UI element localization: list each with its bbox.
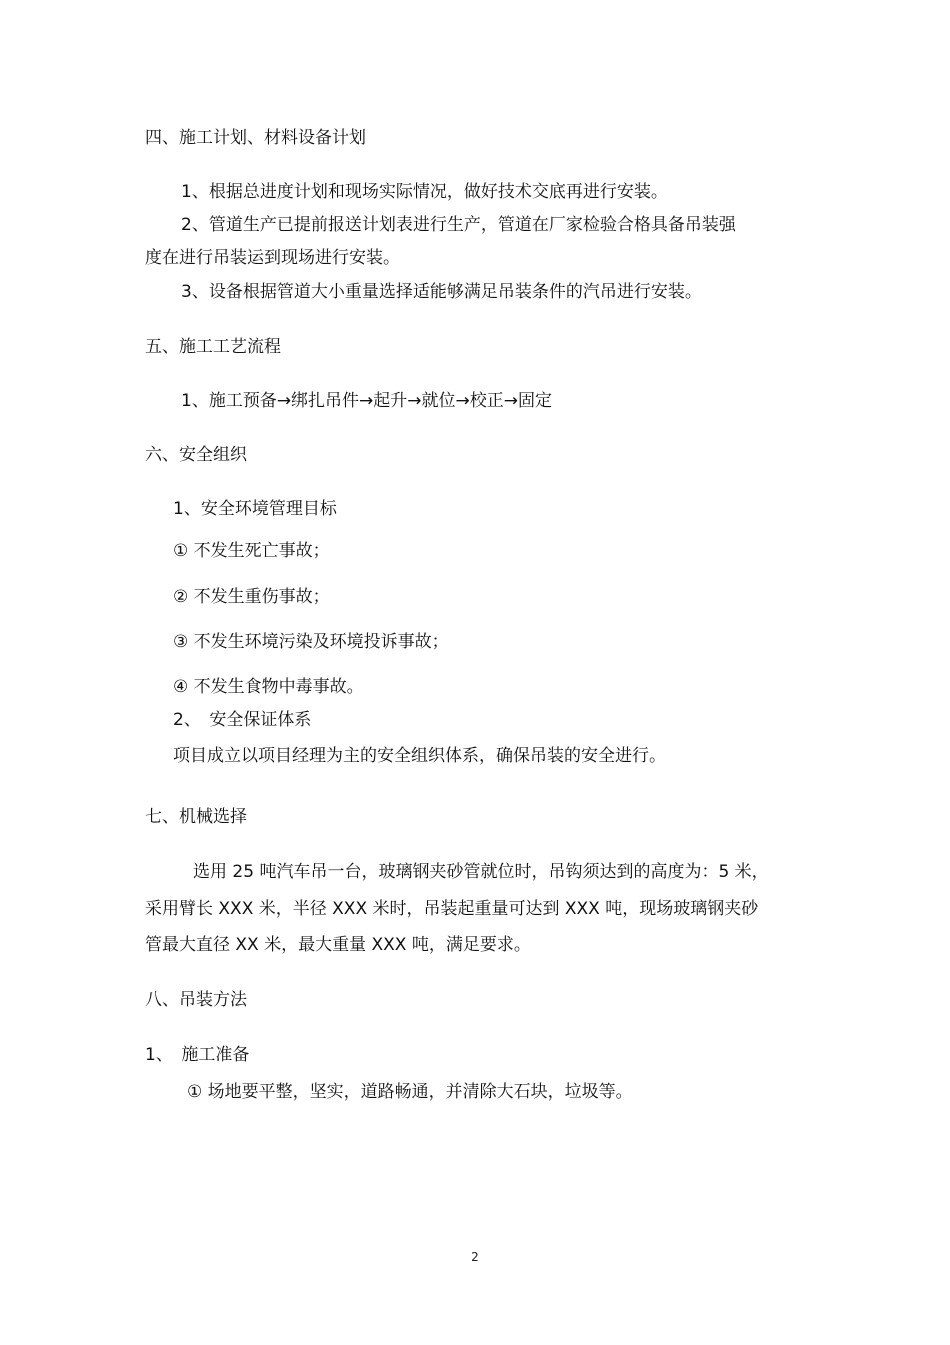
paragraph: 2、管道生产已提前报送计划表进行生产，管道在厂家检验合格具备吊装强 — [181, 215, 736, 235]
paragraph: 1、根据总进度计划和现场实际情况，做好技术交底再进行安装。 — [181, 182, 668, 202]
subheading: 1、安全环境管理目标 — [173, 499, 337, 519]
section-heading-7: 七、机械选择 — [145, 807, 247, 827]
page-number: 2 — [471, 1250, 479, 1264]
list-item: ④ 不发生食物中毒事故。 — [173, 677, 364, 697]
list-item: ② 不发生重伤事故； — [173, 587, 330, 607]
section-heading-5: 五、施工工艺流程 — [145, 337, 281, 357]
section-heading-8: 八、吊装方法 — [145, 990, 247, 1010]
list-item: ③ 不发生环境污染及环境投诉事故； — [173, 632, 449, 652]
paragraph: 项目成立以项目经理为主的安全组织体系，确保吊装的安全进行。 — [173, 746, 666, 766]
subheading: 2、 安全保证体系 — [173, 710, 312, 730]
paragraph: 3、设备根据管道大小重量选择适能够满足吊装条件的汽吊进行安装。 — [181, 282, 702, 302]
section-heading-4: 四、施工计划、材料设备计划 — [145, 128, 366, 148]
paragraph-continuation: 采用臂长 XXX 米，半径 XXX 米时，吊装起重量可达到 XXX 吨，现场玻璃钢夹砂 — [145, 899, 759, 919]
paragraph: 选用 25 吨汽车吊一台，玻璃钢夹砂管就位时，吊钩须达到的高度为：5 米， — [193, 862, 769, 882]
list-item: ① 不发生死亡事故； — [173, 541, 330, 561]
paragraph-continuation: 度在进行吊装运到现场进行安装。 — [145, 248, 400, 268]
paragraph: 1、施工预备→绑扎吊件→起升→就位→校正→固定 — [181, 391, 553, 411]
paragraph-continuation: 管最大直径 XX 米，最大重量 XXX 吨，满足要求。 — [145, 935, 531, 955]
section-heading-6: 六、安全组织 — [145, 445, 247, 465]
list-item: ① 场地要平整，坚实，道路畅通，并清除大石块，垃圾等。 — [187, 1082, 633, 1102]
subheading: 1、 施工准备 — [145, 1045, 250, 1065]
